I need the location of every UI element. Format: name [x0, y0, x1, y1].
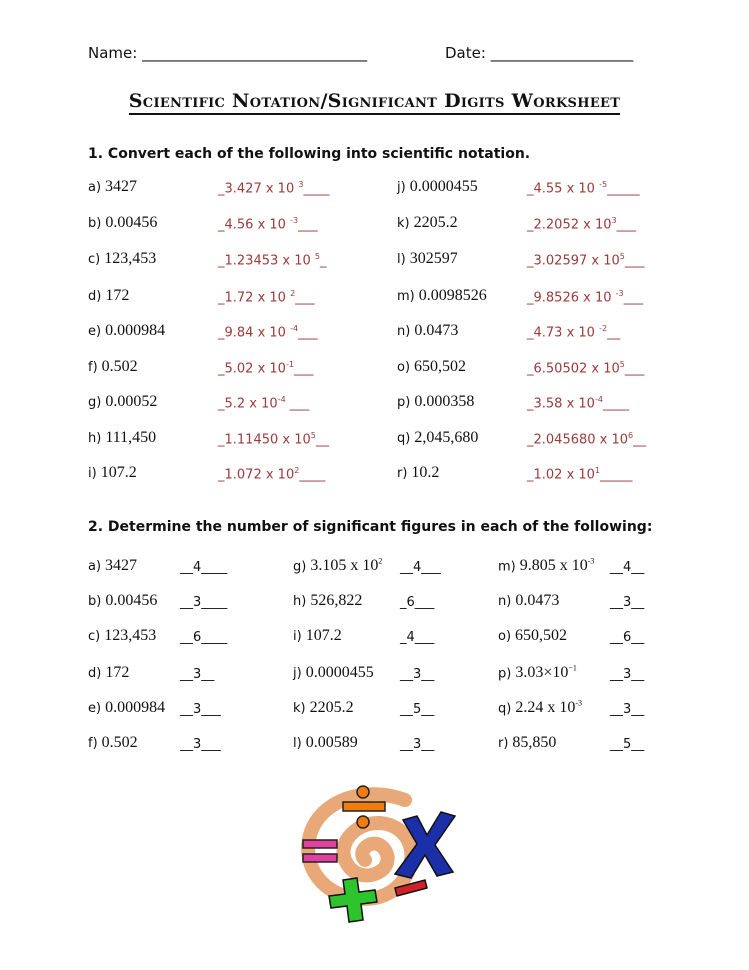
answer-exponent: 3 — [611, 216, 617, 225]
problem-value — [310, 592, 362, 609]
answer-c[interactable] — [218, 252, 326, 268]
problem-value — [102, 734, 138, 751]
answer-mantissa: _5.2 x 10 — [218, 396, 278, 412]
answer-exponent: -3 — [290, 216, 299, 225]
problem-value-text: 0.00589 — [305, 734, 358, 751]
problem-value-text: 123,453 — [104, 627, 157, 644]
problem-value — [520, 557, 595, 574]
problem-label: o) — [498, 629, 512, 644]
answer-mantissa: _6.50502 x 10 — [527, 361, 620, 377]
problem-c — [88, 250, 156, 268]
problem-k — [397, 214, 458, 232]
answer-l[interactable] — [527, 252, 644, 268]
problem-value-text: 0.00456 — [105, 592, 158, 609]
sigfig-answer[interactable]: _6___ — [400, 595, 435, 610]
problem-value-text: 526,822 — [310, 592, 363, 609]
problem-label: h) — [293, 594, 307, 609]
problem-b — [88, 214, 157, 232]
problem-value — [310, 557, 382, 574]
problem-label: k) — [397, 216, 410, 231]
answer-exponent: 5 — [619, 252, 625, 261]
problem-value — [306, 664, 374, 681]
answer-b[interactable] — [218, 216, 318, 232]
sigfig-problem-c — [88, 627, 156, 645]
answer-blank: ____ — [299, 467, 326, 483]
answer-mantissa: _5.02 x 10 — [218, 361, 286, 377]
problem-value — [306, 734, 358, 751]
problem-g — [88, 393, 157, 411]
problem-value-text: 3.03×10 — [515, 664, 569, 682]
problem-label: e) — [88, 701, 102, 716]
sigfig-answer[interactable]: __3___ — [180, 737, 221, 752]
answer-blank: ___ — [298, 325, 318, 341]
problem-value-text: 2.24 x 10 — [515, 699, 576, 717]
answer-j[interactable] — [527, 180, 640, 196]
name-label: Name: — [88, 44, 143, 62]
answer-exponent: -1 — [285, 360, 294, 369]
problem-n — [397, 322, 458, 340]
problem-p — [397, 393, 474, 411]
answer-k[interactable] — [527, 216, 636, 232]
sigfig-answer[interactable]: __3__ — [400, 667, 435, 682]
sigfig-answer[interactable]: _4___ — [400, 630, 435, 645]
answer-mantissa: _9.84 x 10 — [218, 325, 291, 341]
problem-value-text: 650,502 — [515, 627, 568, 644]
answer-exponent: -2 — [599, 324, 608, 333]
problem-value-text: 107.2 — [305, 627, 342, 644]
sigfig-problem-d — [88, 664, 129, 682]
sigfig-problem-e — [88, 699, 165, 717]
answer-m[interactable] — [527, 289, 643, 305]
problem-value: 650,502 — [414, 358, 467, 375]
answer-blank: ____ — [602, 396, 629, 412]
answer-mantissa: _3.427 x 10 — [218, 181, 299, 197]
answer-mantissa: _1.23453 x 10 — [218, 253, 315, 269]
answer-h[interactable] — [218, 431, 329, 447]
problem-label: e) — [88, 324, 102, 339]
answer-mantissa: _9.8526 x 10 — [527, 290, 616, 306]
problem-value: 2205.2 — [413, 214, 458, 231]
problem-value — [105, 699, 165, 716]
problem-value: 0.0473 — [414, 322, 459, 339]
answer-exponent: 6 — [628, 431, 634, 440]
answer-blank: ___ — [623, 290, 644, 306]
problem-f — [88, 358, 138, 376]
problem-label: f) — [88, 736, 98, 751]
question-1: 1. Convert each of the following into scientific notation. — [88, 146, 531, 162]
problem-exponent: -3 — [575, 699, 582, 708]
problem-value — [515, 592, 559, 609]
problem-label: a) — [88, 180, 102, 195]
problem-value: 2,045,680 — [414, 429, 479, 446]
sigfig-problem-p — [498, 664, 577, 682]
problem-label: a) — [88, 559, 102, 574]
problem-value: 0.502 — [101, 358, 138, 375]
answer-exponent: 2 — [294, 466, 300, 475]
problem-value-text: 172 — [105, 664, 130, 681]
answer-r[interactable] — [527, 466, 633, 482]
problem-value: 0.0098526 — [418, 287, 487, 304]
problem-label: j) — [293, 666, 302, 681]
answer-mantissa: _1.11450 x 10 — [218, 432, 311, 448]
answer-exponent: -4 — [290, 324, 299, 333]
math-symbols-clipart — [285, 780, 475, 930]
answer-blank: ___ — [624, 253, 645, 269]
problem-h — [88, 429, 156, 447]
sigfig-problem-o — [498, 627, 567, 645]
answer-mantissa: _1.072 x 10 — [218, 467, 295, 483]
sigfig-answer[interactable]: __3___ — [180, 702, 221, 717]
answer-mantissa: _2.2052 x 10 — [527, 217, 612, 233]
sigfig-problem-b — [88, 592, 157, 610]
sigfig-answer[interactable]: __6__ — [610, 630, 645, 645]
problem-label: c) — [88, 252, 101, 267]
problem-label: o) — [397, 360, 411, 375]
problem-label: p) — [397, 395, 411, 410]
answer-exponent: -4 — [277, 395, 286, 404]
sigfig-answer[interactable]: __5__ — [400, 702, 435, 717]
problem-label: j) — [397, 180, 406, 195]
answer-mantissa: _1.02 x 10 — [527, 467, 595, 483]
problem-value — [515, 627, 567, 644]
sigfig-answer[interactable]: __3__ — [610, 667, 645, 682]
problem-m — [397, 287, 487, 305]
problem-l — [397, 250, 458, 268]
sigfig-problem-m — [498, 557, 594, 575]
answer-e[interactable] — [218, 324, 318, 340]
answer-mantissa: _4.55 x 10 — [527, 181, 600, 197]
sigfig-problem-g — [293, 557, 382, 575]
sigfig-answer[interactable]: __4___ — [400, 560, 441, 575]
answer-blank: _____ — [607, 181, 640, 197]
sigfig-problem-l — [293, 734, 358, 752]
problem-value — [105, 557, 137, 574]
answer-exponent: 3 — [298, 180, 304, 189]
problem-value: 0.000358 — [414, 393, 475, 410]
problem-label: p) — [498, 666, 512, 682]
answer-d[interactable] — [218, 289, 315, 305]
answer-n[interactable] — [527, 324, 620, 340]
problem-value — [515, 699, 582, 716]
date-field[interactable] — [445, 44, 633, 62]
problem-j — [397, 178, 478, 196]
problem-label: d) — [88, 289, 102, 304]
problem-label: n) — [498, 594, 512, 609]
answer-blank: ___ — [616, 217, 637, 233]
answer-blank: __ — [315, 432, 329, 448]
answer-blank: ___ — [293, 361, 314, 377]
sigfig-problem-a — [88, 557, 137, 575]
problem-label: m) — [397, 289, 415, 304]
sigfig-problem-f — [88, 734, 138, 752]
answer-exponent: 2 — [290, 289, 296, 298]
problem-label: n) — [397, 324, 411, 339]
answer-blank: __ — [607, 325, 621, 341]
problem-d — [88, 287, 129, 305]
problem-value: 0.000984 — [105, 322, 166, 339]
answer-blank: ___ — [285, 396, 310, 412]
problem-value: 0.0000455 — [409, 178, 478, 195]
problem-label: i) — [88, 466, 97, 481]
problem-value-text: 3.105 x 10 — [310, 557, 379, 575]
problem-r — [397, 464, 439, 482]
problem-value-text: 0.502 — [101, 734, 138, 751]
date-blank[interactable]: ___________________ — [490, 44, 634, 62]
problem-a — [88, 178, 137, 196]
problem-q — [397, 429, 478, 447]
problem-label: h) — [88, 431, 102, 446]
worksheet-title: Scientific Notation/Significant Digits Worksheet — [0, 90, 749, 112]
answer-blank: _ — [319, 253, 327, 269]
answer-a[interactable] — [218, 180, 329, 196]
sigfig-answer[interactable]: __3__ — [610, 595, 645, 610]
sigfig-answer[interactable]: __3__ — [180, 667, 215, 682]
answer-exponent: -5 — [599, 180, 608, 189]
answer-blank: __ — [633, 432, 647, 448]
answer-exponent: -4 — [594, 395, 603, 404]
answer-p[interactable] — [527, 395, 629, 411]
answer-mantissa: _3.02597 x 10 — [527, 253, 620, 269]
answer-g[interactable] — [218, 395, 309, 411]
problem-value-text: 85,850 — [512, 734, 557, 751]
problem-label: b) — [88, 216, 102, 231]
problem-value-text: 0.0473 — [515, 592, 560, 609]
sigfig-answer[interactable]: __5__ — [610, 737, 645, 752]
sigfig-problem-h — [293, 592, 362, 610]
problem-value-text: 0.0000455 — [305, 664, 374, 681]
plus-sign-icon — [329, 878, 377, 922]
problem-label: f) — [88, 360, 98, 375]
sigfig-answer[interactable]: __4____ — [180, 560, 228, 575]
answer-exponent: -3 — [615, 289, 624, 298]
answer-mantissa: _3.58 x 10 — [527, 396, 595, 412]
problem-label: g) — [88, 395, 102, 410]
problem-value-text: 9.805 x 10 — [519, 557, 588, 575]
sigfig-answer[interactable]: __3____ — [180, 595, 228, 610]
problem-value — [105, 664, 129, 681]
problem-label: r) — [397, 466, 408, 481]
problem-value — [515, 664, 577, 681]
problem-label: m) — [498, 559, 516, 575]
problem-label: c) — [88, 629, 101, 644]
date-label: Date: — [445, 44, 491, 62]
sigfig-problem-r — [498, 734, 556, 752]
problem-value: 10.2 — [411, 464, 440, 481]
problem-value — [104, 627, 156, 644]
sigfig-problem-k — [293, 699, 354, 717]
problem-exponent: -3 — [587, 557, 595, 566]
sigfig-problem-q — [498, 699, 582, 717]
name-field[interactable] — [88, 44, 367, 62]
question-2: 2. Determine the number of significant figures in each of the following: — [88, 519, 653, 535]
problem-label: l) — [397, 252, 406, 267]
answer-i[interactable] — [218, 466, 325, 482]
answer-o[interactable] — [527, 360, 644, 376]
problem-value: 302597 — [409, 250, 458, 267]
problem-exponent: 2 — [378, 557, 383, 566]
name-blank[interactable]: ______________________________ — [142, 44, 368, 62]
answer-q[interactable] — [527, 431, 646, 447]
answer-blank: ___ — [295, 290, 315, 306]
sigfig-answer[interactable]: __6____ — [180, 630, 228, 645]
sigfig-problem-i — [293, 627, 342, 645]
problem-value: 123,453 — [104, 250, 157, 267]
problem-exponent: −1 — [568, 664, 577, 673]
answer-exponent: 5 — [314, 252, 320, 261]
sigfig-answer[interactable]: __4__ — [610, 560, 645, 575]
problem-value — [105, 592, 157, 609]
problem-label: i) — [293, 629, 302, 644]
problem-e — [88, 322, 165, 340]
answer-blank: ___ — [624, 361, 645, 377]
answer-f[interactable] — [218, 360, 313, 376]
problem-value: 3427 — [105, 178, 138, 195]
sigfig-problem-n — [498, 592, 559, 610]
problem-label: g) — [293, 559, 307, 575]
problem-label: r) — [498, 736, 509, 751]
problem-value-text: 2205.2 — [309, 699, 354, 716]
answer-exponent: 5 — [619, 360, 625, 369]
problem-label: k) — [293, 701, 306, 716]
problem-value — [512, 734, 556, 751]
problem-o — [397, 358, 466, 376]
problem-label: q) — [397, 431, 411, 446]
problem-value — [310, 699, 354, 716]
answer-mantissa: _4.56 x 10 — [218, 217, 291, 233]
answer-blank: ____ — [303, 181, 330, 197]
sigfig-answer[interactable]: __3__ — [400, 737, 435, 752]
answer-blank: _____ — [600, 467, 633, 483]
problem-label: d) — [88, 666, 102, 681]
problem-label: q) — [498, 701, 512, 717]
problem-label: b) — [88, 594, 102, 609]
problem-value: 111,450 — [105, 429, 157, 446]
answer-exponent: 1 — [594, 466, 601, 475]
answer-blank: ___ — [298, 217, 318, 233]
answer-mantissa: _2.045680 x 10 — [527, 432, 629, 448]
sigfig-problem-j — [293, 664, 374, 682]
answer-exponent: 5 — [310, 431, 316, 440]
problem-value: 0.00052 — [105, 393, 158, 410]
sigfig-answer[interactable]: __3__ — [610, 702, 645, 717]
problem-value-text: 3427 — [105, 557, 138, 574]
problem-value: 0.00456 — [105, 214, 158, 231]
problem-value — [306, 627, 342, 644]
problem-value: 107.2 — [100, 464, 137, 481]
problem-i — [88, 464, 137, 482]
answer-mantissa: _4.73 x 10 — [527, 325, 600, 341]
answer-mantissa: _1.72 x 10 — [218, 290, 291, 306]
problem-value: 172 — [105, 287, 130, 304]
problem-value-text: 0.000984 — [105, 699, 166, 716]
problem-label: l) — [293, 736, 302, 751]
